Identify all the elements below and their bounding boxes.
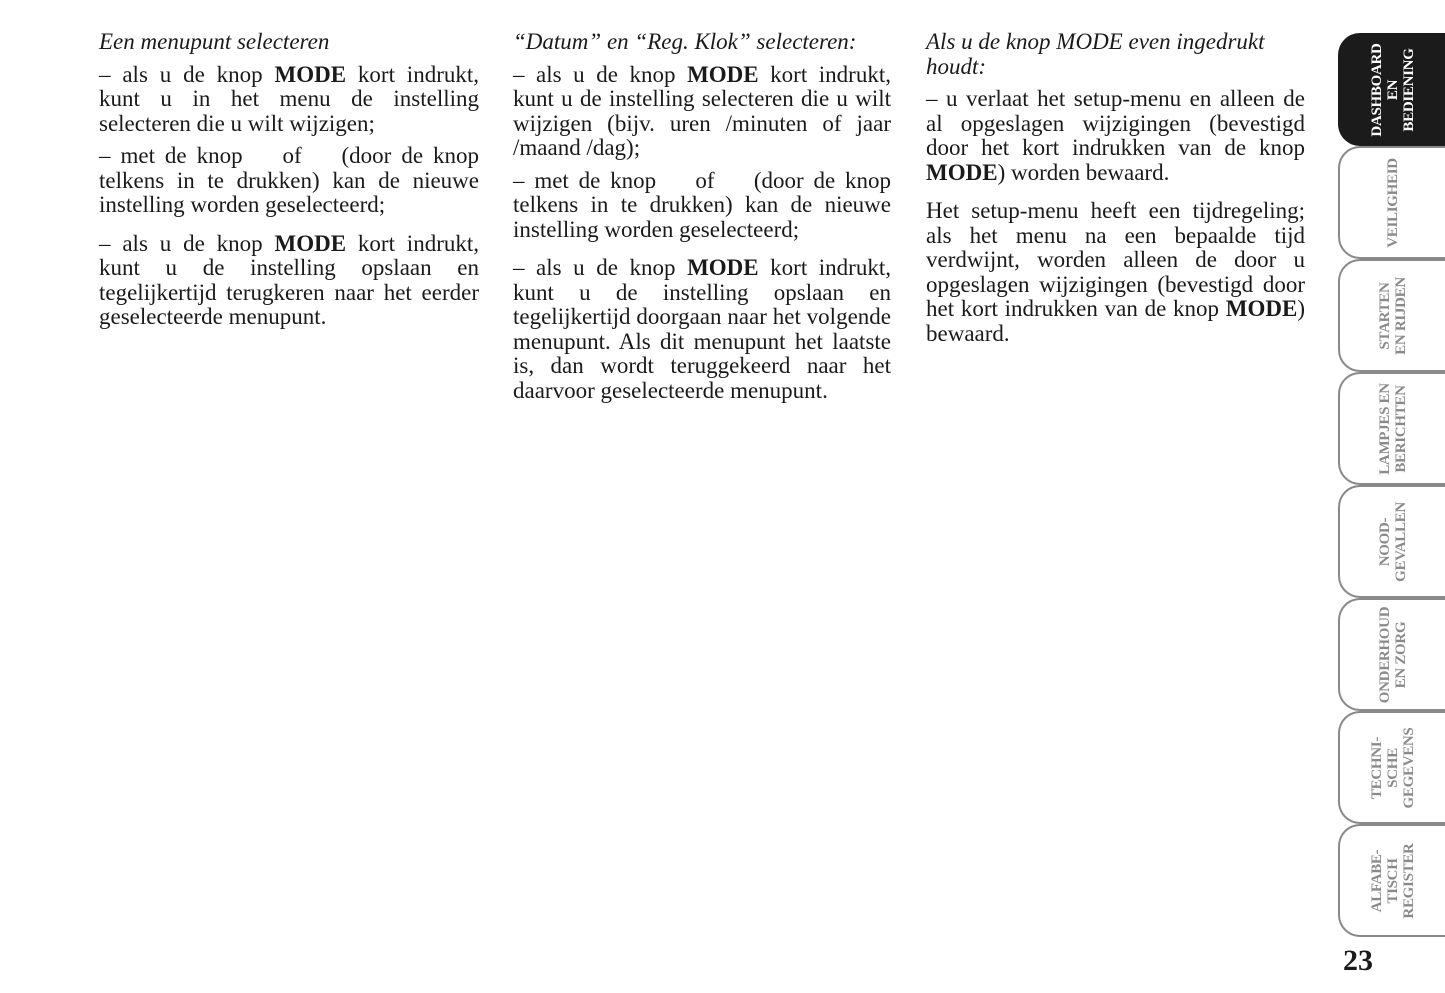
tab-onderhoud-en-zorg[interactable] [1338,598,1445,711]
column-2 [513,30,891,417]
tab-label: ONDERHOUD EN ZORG [1376,606,1409,703]
tab-veiligheid[interactable] [1338,146,1445,259]
tab-label: DASHBOARD EN BEDIENING [1368,42,1417,137]
paragraph: – als u de knop MODE kort indrukt, kunt u de instelling opslaan en tegelijkertijd doorgaan naar het volgende menupunt. Als dit menupunt het laatste is, dan wordt teruggekeerd naar het daarvoor geselecteerde menupunt. [513,255,891,403]
tab-noodgevallen[interactable] [1338,485,1445,598]
paragraph: – met de knop of (door de knop telkens in te drukken) kan de nieuwe instelling worden geselecteerd; [513,167,891,242]
section-heading: Als u de knop MODE even ingedrukt houdt: [926,29,1265,79]
section-heading: “Datum” en “Reg. Klok” selecteren: [513,29,857,54]
paragraph: Het setup-menu heeft een tijdregeling; als het menu na een bepaalde tijd verdwijnt, worden alleen de door u opgeslagen wijzigingen (bevestigd door het kort indrukken van de knop MODE) bewaard. [926,198,1305,346]
tab-label: STARTEN EN RIJDEN [1376,276,1409,355]
tab-label: NOOD- GEVALLEN [1376,501,1409,582]
tab-dashboard-en-bediening[interactable] [1338,33,1445,146]
paragraph: – als u de knop MODE kort indrukt, kunt u in het menu de instelling selecteren die u wilt wijzigen; [99,61,479,136]
tab-label: ALFABE- TISCH REGISTER [1368,842,1417,919]
tab-technische-gegevens[interactable] [1338,711,1445,824]
tab-label: LAMPJES EN BERICHTEN [1376,382,1409,475]
section-heading: Een menupunt selecteren [99,29,330,54]
paragraph: – als u de knop MODE kort indrukt, kunt u de instelling selecteren die u wilt wijzigen (bijv. uren /minuten of jaar /maand /dag); [513,61,891,160]
tab-label: TECHNI- SCHE GEGEVENS [1368,727,1417,808]
tab-lampjes-en-berichten[interactable] [1338,372,1445,485]
paragraph: – met de knop of (door de knop telkens in te drukken) kan de nieuwe instelling worden geselecteerd; [99,143,479,217]
tab-label: VEILIGHEID [1384,157,1401,248]
tab-alfabetisch-register[interactable] [1338,824,1445,937]
tab-starten-en-rijden[interactable] [1338,259,1445,372]
paragraph: – als u de knop MODE kort indrukt, kunt u de instelling opslaan en tegelijkertijd terugkeren naar het eerder geselecteerde menupunt. [99,230,479,329]
column-1 [99,30,479,344]
column-3 [926,30,1305,360]
paragraph: – u verlaat het setup-menu en alleen de al opgeslagen wijzigingen (bevestigd door het kort indrukken van de knop MODE) worden bewaard. [926,86,1305,185]
page-number: 23 [1343,944,1373,977]
